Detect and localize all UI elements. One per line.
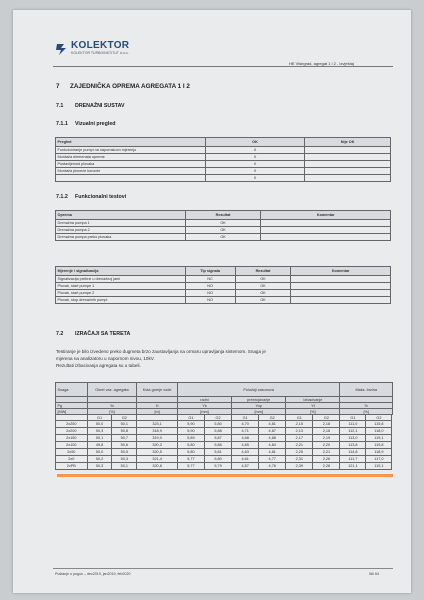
table-row [56, 220, 391, 227]
table-cell: OK [235, 290, 291, 297]
table-row [56, 421, 393, 428]
table-row [56, 449, 393, 456]
table-cell: 2,31 [286, 456, 313, 463]
section-7-1-number: 7.1 [56, 103, 64, 109]
table-cell: 119,8 [366, 442, 392, 449]
table-cell: 50,1 [87, 435, 112, 442]
table-cell: 4,77 [259, 456, 286, 463]
table-header-cell: prebrojavanje [232, 397, 286, 403]
footer-divider [53, 568, 393, 569]
table-header-cell: G2 [366, 415, 392, 421]
table-cell: Drenažna pumpa 2 [56, 227, 186, 234]
table-cell: 117,0 [366, 456, 392, 463]
table-cell: 2x250 [56, 421, 88, 428]
table-cell: Plovak, start pumpe 1 [56, 283, 186, 290]
table-cell: 118,9 [366, 449, 392, 456]
table-cell: 113,8 [340, 442, 366, 449]
table-cell: 5,89 [177, 435, 204, 442]
table-cell [261, 220, 391, 227]
kolektor-logo-icon [54, 41, 70, 57]
table-cell [305, 161, 391, 168]
document-reference: HE Višegrad, agregat 1 i 2 - Izvještaj [289, 61, 354, 66]
table-cell: 50,0 [87, 449, 112, 456]
table-cell: 320,3 [137, 442, 178, 449]
table-cell: 320,5 [137, 449, 178, 456]
table-header-cell: Nije OK [305, 138, 391, 147]
table-row [56, 147, 391, 154]
table-row [56, 175, 391, 182]
table-cell: Funkcioniranje pumpi na napomskom mjerenju [56, 147, 206, 154]
table-cell: 5,77 [177, 463, 204, 470]
table-header-cell: [m] [137, 409, 178, 415]
paragraph-line: mjerena na analizatoru u napornom nivou, 10kV. [56, 356, 155, 361]
table-cell: Signalizacija prebrzi u drenažnoj jami [56, 276, 186, 283]
table-cell: 5,77 [177, 456, 204, 463]
table-cell: X [205, 175, 305, 182]
table-cell: 121,1 [340, 463, 366, 470]
table-header-cell: OK [205, 138, 305, 147]
footer-left-text: Puštanje u pogon – dec2019, jan2019, feb2020 [55, 572, 131, 576]
table-cell: OK [185, 234, 261, 241]
table-header-cell: G2 [112, 415, 137, 421]
table-cell: 2,17 [286, 435, 313, 442]
visual-inspection-table [55, 137, 391, 182]
table-cell: 5,81 [205, 449, 232, 456]
table-cell: 5,80 [205, 421, 232, 428]
table-cell: 5,90 [177, 421, 204, 428]
table-cell: 2x150 [56, 435, 88, 442]
table-cell: 50,0 [87, 421, 112, 428]
table-header-cell: Yk [177, 403, 231, 409]
table-cell [392, 442, 393, 449]
table-header-cell: Tip signala [185, 267, 235, 276]
table-row [56, 442, 393, 449]
table-header-cell: [%] [87, 409, 137, 415]
table-cell [392, 449, 393, 456]
table-cell: NC [185, 276, 235, 283]
table-cell: 50,3 [87, 463, 112, 470]
table-cell [291, 290, 391, 297]
table-header-cell: Kota gornje vode [137, 383, 178, 397]
table-cell [392, 456, 393, 463]
table-cell: 50,3 [87, 428, 112, 435]
table-cell: Plovak, start pumpe 2 [56, 290, 186, 297]
table-cell: 4,81 [259, 421, 286, 428]
table-cell: 50,1 [112, 421, 137, 428]
table-row [56, 234, 391, 241]
table-cell: 4,70 [232, 421, 259, 428]
table-cell: 50,7 [112, 435, 137, 442]
table-header-cell: Maks. brzina [340, 383, 393, 397]
table-row [56, 297, 391, 304]
table-cell: 4,57 [232, 463, 259, 470]
table-header-cell: radni [177, 397, 231, 403]
table-header-cell: Pg [56, 403, 88, 409]
table-header-row [56, 383, 393, 397]
table-cell: NO [185, 297, 235, 304]
paragraph-line: Rezultati izbacivanja agregata su u tabeli. [56, 363, 141, 368]
table-cell: X [205, 147, 305, 154]
table-header-row [56, 211, 391, 220]
table-cell: 112,1 [340, 428, 366, 435]
table-cell: 321,4 [137, 456, 178, 463]
table-row [56, 227, 391, 234]
table-header-cell: [%] [286, 409, 340, 415]
table-header-cell: [%] [340, 409, 393, 415]
table-header-cell: Komentar [291, 267, 391, 276]
table-header-cell: % [340, 403, 393, 409]
table-cell: 2x0 [56, 456, 88, 463]
table-cell: 111,0 [340, 421, 366, 428]
table-cell: 50,2 [87, 456, 112, 463]
table-header-cell: Pregled [56, 138, 206, 147]
table-cell: 5,80 [205, 456, 232, 463]
table-header-cell: Komentar [261, 211, 391, 220]
table-cell [305, 154, 391, 161]
table-cell [392, 463, 393, 470]
table-cell [305, 168, 391, 175]
table-cell: 4,81 [259, 449, 286, 456]
table-cell: 2x100 [56, 442, 88, 449]
table-row [56, 456, 393, 463]
table-cell: 50,1 [112, 463, 137, 470]
table-cell: 2,13 [286, 428, 313, 435]
table-cell: 5,87 [205, 435, 232, 442]
table-row [56, 276, 391, 283]
table-cell: 5,79 [205, 463, 232, 470]
table-cell [291, 297, 391, 304]
table-cell: NO [185, 290, 235, 297]
table-cell: 318,9 [137, 428, 178, 435]
table-header-cell: Rezultat [185, 211, 261, 220]
table-cell: 4,65 [232, 442, 259, 449]
table-header-cell: G1 [177, 415, 204, 421]
section-7-1-title: DRENAŽNI SUSTAV [75, 103, 125, 109]
table-cell [261, 227, 391, 234]
table-header-cell: [mm] [177, 409, 231, 415]
table-cell: 2,28 [313, 463, 340, 470]
highlighted-row-marker [57, 474, 393, 477]
table-header-cell: G1 [87, 415, 112, 421]
section-7-2-title: IZRAČAJI SA TERETA [75, 331, 131, 337]
signal-test-table [55, 266, 391, 304]
table-header-cell: [MW] [56, 409, 88, 415]
table-cell: 323,1 [137, 421, 178, 428]
table-cell: 320,8 [137, 463, 178, 470]
table-cell: 5,86 [205, 442, 232, 449]
section-7-1-2-number: 7.1.2 [56, 194, 68, 200]
logo-text: KOLEKTOR [71, 40, 130, 51]
table-header-cell: Rezultat [235, 267, 291, 276]
table-header-cell: G1 [232, 415, 259, 421]
section-7-1-1-number: 7.1.1 [56, 121, 68, 127]
table-cell: 5,80 [177, 449, 204, 456]
table-cell: X [205, 168, 305, 175]
table-cell: 2,21 [313, 449, 340, 456]
table-row [56, 463, 393, 470]
table-cell: 4,63 [232, 449, 259, 456]
table-header-cell: G2 [313, 415, 340, 421]
table-cell: 5,88 [205, 428, 232, 435]
table-cell: 2,26 [313, 456, 340, 463]
table-cell [291, 283, 391, 290]
table-cell: 119,1 [366, 435, 392, 442]
table-header-cell: G1 [286, 415, 313, 421]
table-cell: OK [185, 220, 261, 227]
equipment-test-table [55, 210, 391, 241]
table-header-cell: Mjerenje / signalizacija [56, 267, 186, 276]
table-cell: NO [185, 283, 235, 290]
table-row [56, 435, 393, 442]
table-cell: Postavljenost plovaka [56, 161, 206, 168]
page-number: 56/ 64 [369, 572, 379, 576]
table-cell: 5,90 [177, 428, 204, 435]
table-cell: 50,8 [112, 428, 137, 435]
table-cell: 2,18 [313, 428, 340, 435]
table-cell: 2,18 [313, 421, 340, 428]
table-row [56, 283, 391, 290]
table-cell: 2,25 [286, 449, 313, 456]
table-cell: 2,15 [286, 421, 313, 428]
table-cell: 4,68 [232, 435, 259, 442]
table-header-cell: G1 [340, 415, 366, 421]
table-cell [305, 147, 391, 154]
table-cell: 50,6 [112, 442, 137, 449]
table-header-row [56, 267, 391, 276]
table-cell [261, 234, 391, 241]
logo-subtitle: KOLEKTOR TURBOINSTITUT d.o.o. [71, 51, 129, 55]
table-cell: 2,20 [313, 442, 340, 449]
table-cell: Drenažna pumpa 1 [56, 220, 186, 227]
table-cell: 115,8 [366, 421, 392, 428]
table-header-cell: Izbacivanje [286, 397, 340, 403]
load-rejection-table [55, 382, 393, 470]
table-header-cell: Položaji zasunova [177, 383, 340, 397]
table-cell: 111,7 [340, 456, 366, 463]
table-cell: 114,8 [340, 449, 366, 456]
table-cell: 113,0 [340, 435, 366, 442]
table-cell: 2,19 [313, 435, 340, 442]
table-cell: 2,39 [286, 463, 313, 470]
table-cell [291, 276, 391, 283]
table-cell: Montaža ploveće konzole [56, 168, 206, 175]
table-row [56, 161, 391, 168]
table-cell [305, 175, 391, 182]
table-cell: 119,1 [366, 463, 392, 470]
table-row [56, 154, 391, 161]
paragraph-line: Testiranje je bilo izvedeno preko dugmeta brzo zaustavljanja na ormaru upravljanja sistemom. Snaga je [56, 349, 266, 354]
table-cell [392, 421, 393, 428]
section-7-number: 7 [56, 83, 60, 90]
table-cell: 4,76 [259, 463, 286, 470]
table-cell: OK [235, 283, 291, 290]
table-cell: X [205, 154, 305, 161]
table-cell: Plovak, stop drenažnih pumpi [56, 297, 186, 304]
table-cell: 4,71 [232, 428, 259, 435]
table-header-cell: Snaga [56, 383, 88, 397]
table-cell: 2xPB [56, 463, 88, 470]
table-cell [56, 175, 206, 182]
header-divider [53, 66, 393, 67]
table-header-cell: Yf [286, 403, 340, 409]
table-header-cell: Yv [87, 403, 137, 409]
section-7-2-number: 7.2 [56, 331, 64, 337]
table-header-row [56, 138, 391, 147]
section-7-1-2-title: Funkcionalni testovi [75, 194, 127, 200]
table-cell: 2x200 [56, 428, 88, 435]
table-row [56, 168, 391, 175]
table-cell: OK [185, 227, 261, 234]
table-cell: Drenažna pumpa preko plovaka [56, 234, 186, 241]
table-cell [392, 435, 393, 442]
table-row [56, 290, 391, 297]
table-cell: 4,87 [259, 428, 286, 435]
table-cell: 4,84 [259, 442, 286, 449]
table-header-cell: Yop [232, 403, 286, 409]
table-header-cell: Oprema [56, 211, 186, 220]
table-cell: 2x50 [56, 449, 88, 456]
table-cell: Montaža elemenata opreme [56, 154, 206, 161]
table-cell: OK [235, 276, 291, 283]
table-cell: 118,0 [366, 428, 392, 435]
table-cell: 4,61 [232, 456, 259, 463]
table-cell: 319,0 [137, 435, 178, 442]
table-header-cell: G2 [205, 415, 232, 421]
table-header-cell: H [137, 403, 178, 409]
section-7-1-1-title: Vizualni pregled [75, 121, 116, 127]
table-cell: OK [235, 297, 291, 304]
table-cell: 2,21 [286, 442, 313, 449]
table-cell: 50,3 [112, 456, 137, 463]
table-cell: 49,8 [87, 442, 112, 449]
table-header-cell: [mm] [232, 409, 286, 415]
table-cell: 50,5 [112, 449, 137, 456]
table-cell: 4,88 [259, 435, 286, 442]
table-header-cell: G2 [259, 415, 286, 421]
section-7-title: ZAJEDNIČKA OPREMA AGREGATA 1 I 2 [70, 83, 190, 90]
table-cell: 5,80 [177, 442, 204, 449]
document-page [13, 10, 411, 593]
table-cell: X [205, 161, 305, 168]
table-header-cell: Okret vaz. agregata [87, 383, 137, 397]
table-row [56, 428, 393, 435]
table-cell [392, 428, 393, 435]
